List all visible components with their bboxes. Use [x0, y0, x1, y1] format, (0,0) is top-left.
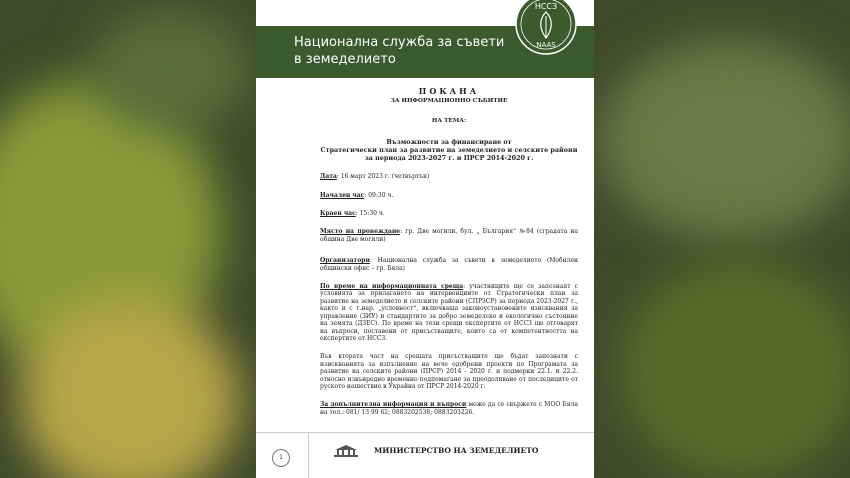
end-time-row: [320, 210, 578, 217]
organizer-value: : Национална служба за съвети в земеделието (Мобилен общински офис – гр. Бяла): [320, 257, 578, 272]
contact-paragraph: [320, 401, 578, 416]
topic-line: за периода 2023-2027 г. и ПРСР 2014-2020 г.: [364, 154, 534, 163]
topic-line: Възможности за финансиране от: [386, 138, 512, 147]
ministry-building-icon: [332, 444, 360, 458]
ministry-name: МИНИСТЕРСТВО НА ЗЕМЕДЕЛИЕТО: [374, 446, 539, 455]
date-row: [320, 173, 578, 180]
meeting-label: По време на информационната среща: [320, 283, 464, 291]
date-label: Дата: [320, 173, 337, 181]
organizer-row: [320, 257, 578, 272]
logo-text-bottom: NAAS: [536, 41, 556, 49]
logo-text-top: НССЗ: [534, 2, 558, 11]
organizer-label: Организатори: [320, 257, 370, 265]
place-value: : гр. Две могили, бул. „ България“ №84 (сградата на община Две могили): [320, 228, 579, 243]
meeting-value: : участниците ще се запознаят с условията за прилагането на интервенциите от Стратегически план за развитие на земеделието и селските райони (СПРЗСР) за периода 2023-2027 г., както и с т.нар. „условност“, включваща законоустановените изисквания за управление (ЗИУ) и стандартите за добро земеделско и екологично състояние на земята (ДЗЕС). По време на тези срещи експертите от НССЗ ще отговарят на въпроси, поставени от присъстващите, които са от компетентността на експертите от НССЗ.: [320, 283, 578, 342]
footer-vertical-divider: [308, 432, 309, 478]
document-page: [256, 0, 594, 478]
place-label: Място на провеждане: [320, 228, 401, 236]
contact-value: може да се свържете с МОО Бяла на тел.: 081/ 13 99 62; 0883202538; 0883203226.: [320, 401, 578, 416]
invitation-body: [320, 88, 578, 416]
org-name: Национална служба за съвети в земеделието: [294, 35, 505, 67]
meeting-paragraph: [320, 283, 578, 342]
second-part-paragraph: Във втората част на срещата присъстващите ще бъдат запознати с изискванията за изпълнение на вече одобрени проекти по Програмата за развитие на селските райони (ПРСР) 2014 - 2020 г. и подмерки 22.1. и 22.2. относно извънредно временно подпомагане за преодоляване от последиците от руското нашествие в Украйна от ПРСР 2014-2020 г.: [320, 353, 578, 390]
topic-text: [320, 138, 578, 162]
end-label: Краен час: [320, 210, 356, 218]
start-value: : 09:30 ч.: [364, 191, 394, 199]
page-number: 1: [272, 449, 290, 467]
end-value: : 15:30 ч.: [355, 210, 385, 218]
footer-divider: [256, 432, 594, 433]
start-time-row: [320, 192, 578, 199]
naas-logo-icon: [514, 0, 578, 56]
contact-label: За допълнителна информация и въпроси: [320, 401, 467, 409]
topic-label: НА ТЕМА:: [431, 117, 467, 124]
date-value: : 16 март 2023 г. (четвъртък): [336, 173, 430, 181]
start-label: Начален час: [320, 191, 365, 199]
place-row: [320, 228, 578, 243]
doc-title: ПОКАНА: [418, 86, 480, 96]
topic-line: Стратегически план за развитие на земеделието и селските райони: [320, 146, 578, 155]
doc-subtitle: ЗА ИНФОРМАЦИОННО СЪБИТИЕ: [390, 98, 508, 105]
